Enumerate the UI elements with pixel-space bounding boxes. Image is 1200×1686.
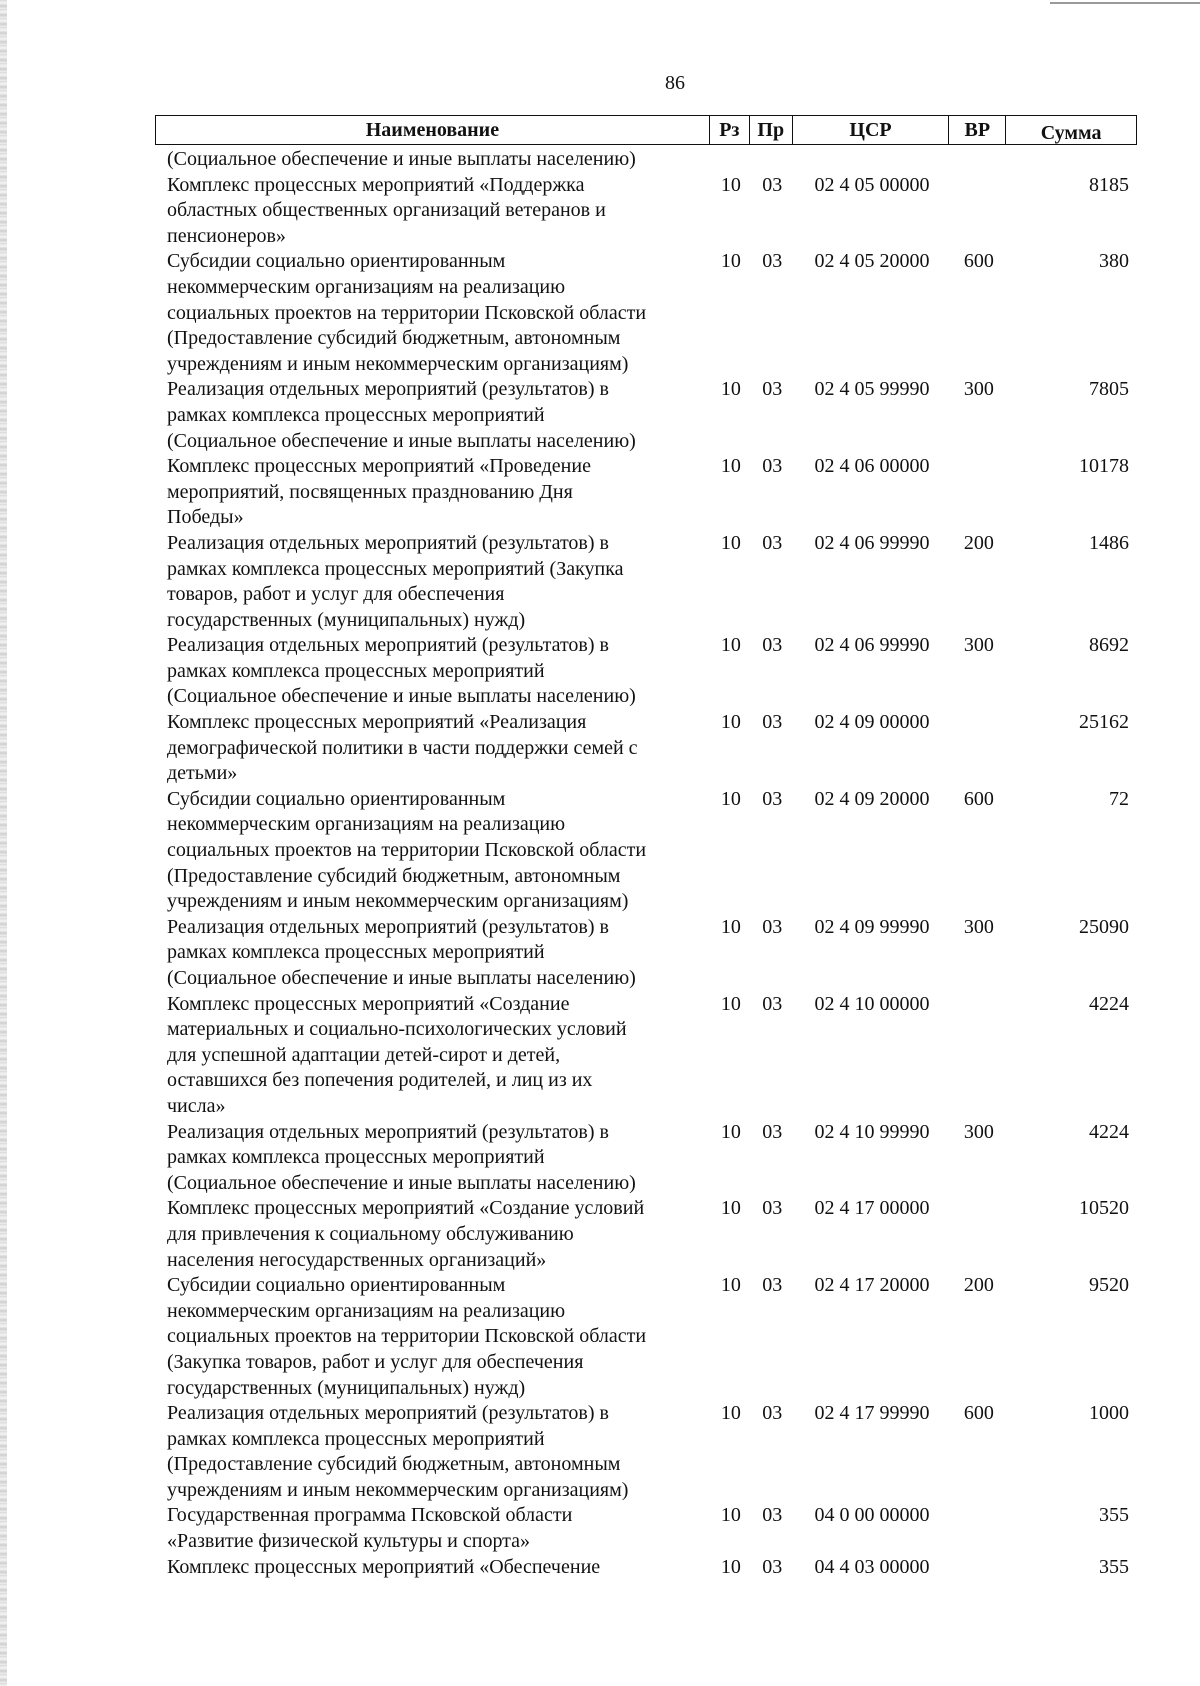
row-csr: 02 4 05 00000 (814, 173, 930, 196)
row-name-line: Комплекс процессных мероприятий «Создание условий (167, 1197, 645, 1220)
row-sum: 7805 (1089, 378, 1129, 401)
row-rz: 10 (720, 250, 741, 273)
row-vr (950, 454, 1007, 531)
row-name (167, 1273, 711, 1401)
row-name-line: некоммерческим организациям на реализацию (167, 1299, 566, 1322)
header-pr: Пр (750, 116, 793, 144)
table-row (167, 1555, 1137, 1581)
row-name-line: рамках комплекса процессных мероприятий (167, 659, 545, 682)
row-pr: 03 (762, 1402, 783, 1425)
row-name (167, 915, 711, 992)
row-pr: 03 (762, 634, 783, 657)
row-name (167, 147, 711, 173)
row-name-line: для привлечения к социальному обслуживанию (167, 1222, 574, 1245)
row-pr: 03 (762, 787, 783, 810)
row-csr (794, 147, 951, 173)
row-pr: 03 (762, 378, 783, 401)
row-name-line: Реализация отдельных мероприятий (результатов) в (167, 915, 609, 938)
table-row (167, 147, 1137, 173)
row-csr: 02 4 09 20000 (814, 787, 930, 810)
row-csr: 02 4 05 20000 (814, 250, 930, 273)
row-name-line: числа» (167, 1094, 226, 1117)
row-name (167, 633, 711, 710)
row-csr: 02 4 06 99990 (814, 531, 930, 554)
row-rz: 10 (720, 1120, 741, 1143)
row-name (167, 787, 711, 915)
row-name-line: пенсионеров» (167, 224, 286, 247)
row-csr: 02 4 10 00000 (814, 992, 930, 1015)
row-name-line: (Социальное обеспечение и иные выплаты населению) (167, 1171, 636, 1194)
table-row (167, 454, 1137, 531)
table-row (167, 1273, 1137, 1401)
header-name: Наименование (156, 116, 710, 144)
row-csr: 02 4 06 99990 (814, 634, 930, 657)
row-name-line: (Предоставление субсидий бюджетным, автономным (167, 864, 621, 887)
row-rz: 10 (720, 1504, 741, 1527)
row-sum: 1000 (1089, 1402, 1129, 1425)
row-vr: 200 (963, 531, 994, 554)
row-name-line: демографической политики в части поддержки семей с (167, 736, 638, 759)
table-row (167, 992, 1137, 1120)
row-vr: 600 (963, 250, 994, 273)
row-name-line: социальных проектов на территории Псковской области (167, 301, 647, 324)
row-name (167, 1196, 711, 1273)
row-name-line: Субсидии социально ориентированным (167, 1274, 506, 1297)
row-name-line: товаров, работ и услуг для обеспечения (167, 583, 505, 606)
row-name-line: Комплекс процессных мероприятий «Обеспечение (167, 1555, 601, 1578)
row-name-line: государственных (муниципальных) нужд) (167, 608, 526, 631)
row-sum: 8185 (1089, 173, 1129, 196)
row-name-line: некоммерческим организациям на реализацию (167, 813, 566, 836)
row-pr: 03 (762, 455, 783, 478)
table-row (167, 531, 1137, 633)
row-pr: 03 (762, 1555, 783, 1578)
table-row (167, 1196, 1137, 1273)
row-name-line: Комплекс процессных мероприятий «Реализация (167, 711, 587, 734)
row-sum: 355 (1099, 1504, 1129, 1527)
table-body (167, 147, 1137, 1580)
row-vr (950, 147, 1007, 173)
row-name-line: рамках комплекса процессных мероприятий (167, 941, 545, 964)
row-pr: 03 (762, 1274, 783, 1297)
row-rz: 10 (720, 711, 741, 734)
row-name-line: детьми» (167, 762, 238, 785)
row-pr: 03 (762, 531, 783, 554)
scan-edge-top (1050, 2, 1200, 4)
row-vr: 300 (963, 915, 994, 938)
row-name-line: рамках комплекса процессных мероприятий (167, 403, 545, 426)
row-vr: 300 (963, 1120, 994, 1143)
row-vr (950, 1196, 1007, 1273)
table-row (167, 173, 1137, 250)
row-pr: 03 (762, 1197, 783, 1220)
header-csr: ЦСР (793, 116, 950, 144)
header-rz: Рз (710, 116, 750, 144)
row-pr: 03 (762, 250, 783, 273)
table-row (167, 377, 1137, 454)
row-rz: 10 (720, 1274, 741, 1297)
row-name-line: государственных (муниципальных) нужд) (167, 1376, 526, 1399)
row-name-line: Реализация отдельных мероприятий (результатов) в (167, 531, 609, 554)
row-name-line: Государственная программа Псковской области (167, 1504, 573, 1527)
row-sum: 10178 (1079, 455, 1129, 478)
row-vr: 300 (963, 378, 994, 401)
row-rz: 10 (720, 1197, 741, 1220)
row-name-line: (Предоставление субсидий бюджетным, автономным (167, 1453, 621, 1476)
page-number: 86 (665, 72, 685, 94)
row-name (167, 531, 711, 633)
header-vr: ВР (949, 116, 1006, 144)
row-name (167, 1503, 711, 1554)
row-pr: 03 (762, 1504, 783, 1527)
row-name (167, 710, 711, 787)
row-sum: 380 (1099, 250, 1129, 273)
table-row (167, 249, 1137, 377)
row-sum (1007, 147, 1137, 173)
row-name-line: учреждениям и иным некоммерческим организациям) (167, 1478, 629, 1501)
row-name-line: Комплекс процессных мероприятий «Поддержка (167, 173, 585, 196)
row-name (167, 1555, 711, 1581)
scan-edge-left (0, 0, 7, 1686)
row-name-line: (Социальное обеспечение и иные выплаты населению) (167, 967, 636, 989)
row-csr: 04 4 03 00000 (814, 1555, 930, 1578)
row-name (167, 249, 711, 377)
row-pr (751, 147, 794, 173)
table-row (167, 633, 1137, 710)
row-name-line: (Закупка товаров, работ и услуг для обеспечения (167, 1350, 584, 1373)
row-pr: 03 (762, 173, 783, 196)
row-csr: 02 4 17 99990 (814, 1402, 930, 1425)
row-rz: 10 (720, 531, 741, 554)
row-rz: 10 (720, 634, 741, 657)
row-vr: 300 (963, 634, 994, 657)
row-sum: 4224 (1089, 992, 1129, 1015)
table-row (167, 710, 1137, 787)
row-name-line: Победы» (167, 506, 244, 529)
row-name-line: (Социальное обеспечение и иные выплаты населению) (167, 148, 636, 170)
row-sum: 8692 (1089, 634, 1129, 657)
table-row (167, 915, 1137, 992)
row-vr: 200 (963, 1274, 994, 1297)
row-name-line: мероприятий, посвященных празднованию Дня (167, 480, 573, 503)
row-name-line: рамках комплекса процессных мероприятий (Закупка (167, 557, 624, 580)
row-rz: 10 (720, 455, 741, 478)
table-header (155, 115, 1137, 145)
row-csr: 02 4 09 00000 (814, 711, 930, 734)
row-name-line: (Социальное обеспечение и иные выплаты населению) (167, 429, 636, 452)
row-name-line: Субсидии социально ориентированным (167, 787, 506, 810)
row-pr: 03 (762, 915, 783, 938)
table-row (167, 1503, 1137, 1554)
row-csr: 02 4 17 00000 (814, 1197, 930, 1220)
row-name-line: (Предоставление субсидий бюджетным, автономным (167, 327, 621, 350)
row-vr (950, 992, 1007, 1120)
row-vr: 600 (963, 787, 994, 810)
row-sum: 9520 (1089, 1274, 1129, 1297)
row-vr (950, 1503, 1007, 1554)
table-row (167, 1120, 1137, 1197)
row-csr: 02 4 09 99990 (814, 915, 930, 938)
row-name-line: социальных проектов на территории Псковской области (167, 839, 647, 862)
row-rz: 10 (720, 1402, 741, 1425)
row-name-line: материальных и социально-психологических условий (167, 1018, 627, 1041)
row-vr (950, 1555, 1007, 1581)
header-sum: Сумма (1040, 121, 1102, 144)
row-name-line: Реализация отдельных мероприятий (результатов) в (167, 1402, 609, 1425)
row-csr: 04 0 00 00000 (814, 1504, 930, 1527)
row-sum: 25090 (1079, 915, 1129, 938)
row-csr: 02 4 05 99990 (814, 378, 930, 401)
row-rz: 10 (720, 787, 741, 810)
row-sum: 72 (1109, 787, 1129, 810)
row-vr: 600 (963, 1402, 994, 1425)
row-vr (950, 173, 1007, 250)
row-csr: 02 4 06 00000 (814, 455, 930, 478)
table-row (167, 1401, 1137, 1503)
row-name (167, 454, 711, 531)
row-name-line: для успешной адаптации детей-сирот и детей, (167, 1043, 561, 1066)
row-vr (950, 710, 1007, 787)
row-name (167, 992, 711, 1120)
row-rz: 10 (720, 378, 741, 401)
row-rz: 10 (720, 992, 741, 1015)
row-sum: 10520 (1079, 1197, 1129, 1220)
row-pr: 03 (762, 1120, 783, 1143)
row-name-line: Субсидии социально ориентированным (167, 250, 506, 273)
row-name (167, 173, 711, 250)
row-rz (711, 147, 751, 173)
row-csr: 02 4 10 99990 (814, 1120, 930, 1143)
row-name-line: учреждениям и иным некоммерческим организациям) (167, 890, 629, 913)
row-sum: 25162 (1079, 711, 1129, 734)
row-name-line: населения негосударственных организаций» (167, 1248, 547, 1271)
row-name-line: некоммерческим организациям на реализацию (167, 275, 566, 298)
table-row (167, 787, 1137, 915)
row-rz: 10 (720, 915, 741, 938)
row-name (167, 377, 711, 454)
row-rz: 10 (720, 1555, 741, 1578)
row-name-line: «Развитие физической культуры и спорта» (167, 1530, 531, 1553)
row-sum: 355 (1099, 1555, 1129, 1578)
row-name-line: областных общественных организаций ветеранов и (167, 199, 606, 222)
row-sum: 1486 (1089, 531, 1129, 554)
row-name-line: Комплекс процессных мероприятий «Проведение (167, 455, 591, 478)
row-pr: 03 (762, 992, 783, 1015)
row-name-line: социальных проектов на территории Псковской области (167, 1325, 647, 1348)
row-csr: 02 4 17 20000 (814, 1274, 930, 1297)
row-name (167, 1401, 711, 1503)
row-name-line: рамках комплекса процессных мероприятий (167, 1427, 545, 1450)
row-name-line: (Социальное обеспечение и иные выплаты населению) (167, 685, 636, 708)
row-name-line: Реализация отдельных мероприятий (результатов) в (167, 1120, 609, 1143)
row-rz: 10 (720, 173, 741, 196)
row-name-line: оставшихся без попечения родителей, и лиц из их (167, 1069, 593, 1092)
row-name-line: Реализация отдельных мероприятий (результатов) в (167, 378, 609, 401)
row-sum: 4224 (1089, 1120, 1129, 1143)
row-name (167, 1120, 711, 1197)
row-name-line: учреждениям и иным некоммерческим организациям) (167, 352, 629, 375)
row-name-line: Комплекс процессных мероприятий «Создание (167, 992, 570, 1015)
row-name-line: рамках комплекса процессных мероприятий (167, 1146, 545, 1169)
row-pr: 03 (762, 711, 783, 734)
row-name-line: Реализация отдельных мероприятий (результатов) в (167, 634, 609, 657)
